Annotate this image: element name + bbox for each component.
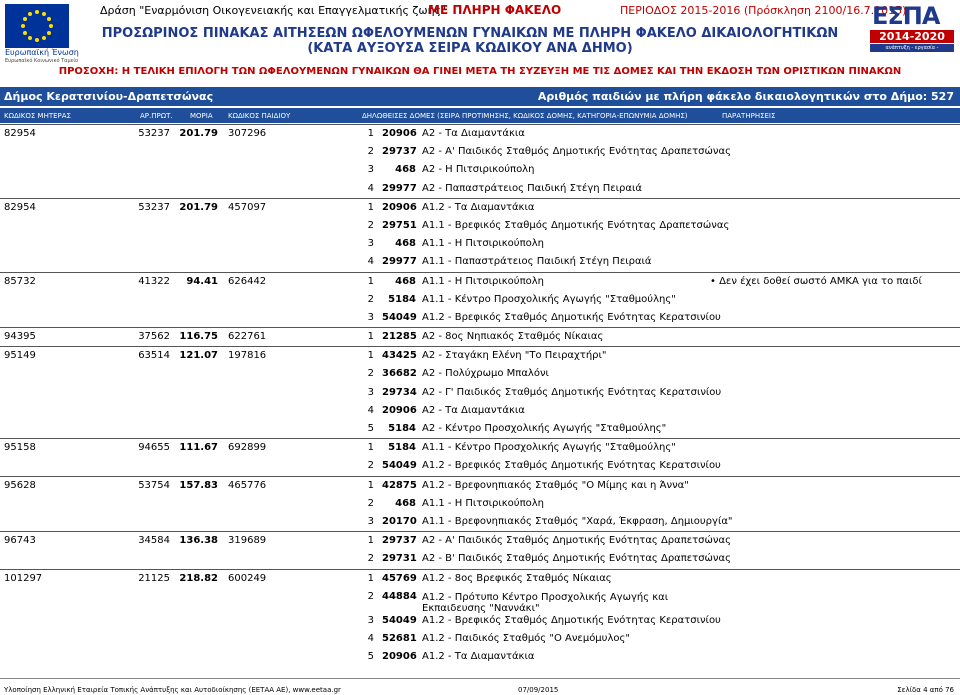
structure-code: 468	[395, 275, 416, 287]
table-row	[0, 476, 960, 532]
structure-name: Α1.1 - Κέντρο Προσχολικής Αγωγής "Σταθμούλης"	[422, 293, 676, 305]
preference-rank: 2	[367, 146, 374, 158]
preference-rank: 1	[367, 572, 374, 584]
structure-code: 36682	[382, 368, 417, 380]
points-cell: 121.07	[179, 350, 218, 362]
structure-code: 43425	[382, 350, 417, 362]
col-child-code: ΚΩΔΙΚΟΣ ΠΑΙΔΙΟΥ	[228, 112, 291, 120]
mother-code-cell: 101297	[4, 572, 43, 584]
child-code-cell: 307296	[228, 128, 267, 139]
col-protocol: ΑΡ.ΠΡΩΤ.	[140, 112, 173, 120]
preference-line	[0, 253, 960, 271]
action-label: Δράση "Εναρμόνιση Οικογενειακής και Επαγγελματικής ζωής"	[100, 4, 447, 17]
eu-star-icon	[23, 17, 27, 21]
structure-name: Α1.2 - Βρεφικός Σταθμός Δημοτικής Ενότητας Κερατσινίου	[422, 614, 721, 626]
structure-code: 29734	[382, 386, 417, 398]
structure-code: 21285	[382, 331, 417, 343]
preference-rank: 4	[367, 182, 374, 194]
structure-name: Α1.2 - Βρεφονηπιακός Σταθμός "Ο Μίμης και η Άννα"	[422, 479, 689, 491]
table-row	[0, 531, 960, 568]
structure-code: 29737	[382, 146, 417, 158]
structure-name: Α1.1 - Βρεφικός Σταθμός Δημοτικής Ενότητας Δραπετσώνας	[422, 219, 730, 231]
structure-name: Α1.1 - Η Πιτσιρικούπολη	[422, 497, 544, 509]
structure-name: Α1.2 - Βρεφικός Σταθμός Δημοτικής Ενότητας Κερατσινίου	[422, 460, 721, 472]
table-row	[0, 327, 960, 346]
structure-code: 5184	[388, 442, 416, 454]
protocol-cell: 94655	[138, 442, 170, 454]
preference-rank: 4	[367, 632, 374, 644]
structure-name: Α1.1 - Παπαστράτειος Παιδική Στέγη Πειραιά	[422, 256, 652, 268]
points-cell: 201.79	[179, 201, 218, 213]
preference-line	[0, 513, 960, 531]
preference-rank: 5	[367, 423, 374, 434]
preference-line	[0, 125, 960, 143]
structure-code: 5184	[388, 423, 416, 434]
preference-line	[0, 143, 960, 161]
structure-name: Α1.1 - Η Πιτσιρικούπολη	[422, 275, 544, 287]
structure-name: Α1.2 - 8ος Βρεφικός Σταθμός Νίκαιας	[422, 572, 612, 584]
structure-name: Α1.2 - Τα Διαμαντάκια	[422, 651, 535, 663]
child-code-cell: 457097	[228, 201, 267, 213]
preference-line	[0, 402, 960, 420]
preference-line	[0, 495, 960, 513]
preference-line	[0, 532, 960, 550]
children-count: Αριθμός παιδιών με πλήρη φάκελο δικαιολογητικών στο Δήμο: 527	[537, 90, 954, 103]
structure-code: 20170	[382, 515, 417, 527]
espa-logo-tagline: ανάπτυξη - εργασία - αλληλεγγύη	[870, 44, 954, 52]
preference-line	[0, 550, 960, 568]
eu-star-icon	[35, 10, 39, 14]
preference-line	[0, 570, 960, 588]
protocol-cell: 21125	[138, 572, 170, 584]
mother-code-cell: 85732	[4, 275, 36, 287]
mother-code-cell: 82954	[4, 201, 36, 213]
child-code-cell: 692899	[228, 442, 267, 454]
preference-line	[0, 420, 960, 438]
preference-line	[0, 199, 960, 217]
espa-logo	[868, 2, 956, 59]
municipality-bar	[0, 87, 960, 106]
structure-code: 54049	[382, 614, 417, 626]
structure-name: Α2 - Τα Διαμαντάκια	[422, 128, 525, 139]
structure-name: Α2 - Η Πιτσιρικούπολη	[422, 164, 535, 176]
structure-name: Α1.2 - Βρεφικός Σταθμός Δημοτικής Ενότητας Κερατσινίου	[422, 311, 721, 323]
structure-name: Α2 - Πολύχρωμο Μπαλόνι	[422, 368, 549, 380]
preference-rank: 3	[367, 311, 374, 323]
structure-code: 54049	[382, 311, 417, 323]
structure-code: 29737	[382, 535, 417, 547]
structure-code: 20906	[382, 404, 417, 416]
preference-line	[0, 291, 960, 309]
mother-code-cell: 94395	[4, 331, 36, 343]
table-row	[0, 124, 960, 198]
child-code-cell: 622761	[228, 331, 267, 343]
preference-line	[0, 347, 960, 365]
preference-rank: 1	[367, 331, 374, 343]
structure-code: 29731	[382, 553, 417, 565]
eu-sub-label: Ευρωπαϊκό Κοινωνικό Ταμείο	[5, 58, 79, 64]
mother-code-cell: 95149	[4, 350, 36, 362]
structure-code: 468	[395, 238, 416, 250]
protocol-cell: 53237	[138, 128, 170, 139]
points-cell: 116.75	[179, 331, 218, 343]
mother-code-cell: 95628	[4, 479, 36, 491]
structure-code: 468	[395, 164, 416, 176]
structure-code: 20906	[382, 651, 417, 663]
structure-name: Α2 - Κέντρο Προσχολικής Αγωγής "Σταθμούλης"	[422, 423, 667, 434]
footer-date: 07/09/2015	[518, 686, 559, 694]
structure-name: Α2 - Α' Παιδικός Σταθμός Δημοτικής Ενότητας Δραπετσώνας	[422, 146, 731, 158]
structure-code: 20906	[382, 201, 417, 213]
structure-name: Α2 - Τα Διαμαντάκια	[422, 404, 525, 416]
col-points: ΜΟΡΙΑ	[190, 112, 213, 120]
structure-code: 45769	[382, 572, 417, 584]
mother-code-cell: 82954	[4, 128, 36, 139]
municipality-name: Δήμος Κερατσινίου-Δραπετσώνας	[4, 90, 214, 103]
preference-rank: 2	[367, 497, 374, 509]
preference-line	[0, 309, 960, 327]
footer-implementer: Υλοποίηση Ελληνική Εταιρεία Τοπικής Ανάπτυξης και Αυτοδιοίκησης (ΕΕΤΑΑ ΑΕ), www.eetaa.gr	[4, 686, 341, 694]
preference-rank: 1	[367, 275, 374, 287]
protocol-cell: 53237	[138, 201, 170, 213]
preference-rank: 3	[367, 164, 374, 176]
protocol-cell: 63514	[138, 350, 170, 362]
preference-rank: 2	[367, 460, 374, 472]
page-header	[0, 0, 960, 86]
col-mother-code: ΚΩΔΙΚΟΣ ΜΗΤΕΡΑΣ	[4, 112, 71, 120]
protocol-cell: 41322	[138, 275, 170, 287]
page-footer	[0, 678, 960, 695]
structure-code: 44884	[382, 590, 417, 602]
structure-name: Α1.1 - Η Πιτσιρικούπολη	[422, 238, 544, 250]
structure-name: Α1.2 - Τα Διαμαντάκια	[422, 201, 535, 213]
table-row	[0, 346, 960, 438]
protocol-cell: 34584	[138, 535, 170, 547]
table-row	[0, 438, 960, 475]
structure-name: Α2 - Α' Παιδικός Σταθμός Δημοτικής Ενότητας Δραπετσώνας	[422, 535, 731, 547]
mother-code-cell: 96743	[4, 535, 36, 547]
preference-rank: 1	[367, 535, 374, 547]
espa-logo-word: ΕΣΠΑ	[872, 2, 940, 30]
preference-rank: 2	[367, 219, 374, 231]
preference-rank: 3	[367, 386, 374, 398]
structure-name: Α1.2 - Πρότυπο Κέντρο Προσχολικής Αγωγής και Εκπαιδευσης "Ναννάκι"	[422, 591, 669, 614]
preference-line	[0, 328, 960, 346]
preference-line	[0, 588, 960, 612]
warning-notice: ΠΡΟΣΟΧΗ: Η ΤΕΛΙΚΗ ΕΠΙΛΟΓΗ ΤΩΝ ΩΦΕΛΟΥΜΕΝΩΝ ΓΥΝΑΙΚΩΝ ΘΑ ΓΙΝΕΙ ΜΕΤΑ ΤΗ ΣΥΖΕΥΞΗ ΜΕ ΤΙΣ ΔΟΜΕΣ ΚΑΙ ΤΗΝ ΕΚΔΟΣΗ ΤΩΝ ΟΡΙΣΤΙΚΩΝ ΠΙΝΑΚΩΝ	[58, 66, 902, 77]
eu-star-icon	[47, 17, 51, 21]
applications-table	[0, 124, 960, 666]
preference-line	[0, 273, 960, 291]
structure-name: Α2 - Β' Παιδικός Σταθμός Δημοτικής Ενότητας Δραπετσώνας	[422, 553, 731, 565]
structure-name: Α2 - 8ος Νηπιακός Σταθμός Νίκαιας	[422, 331, 604, 343]
preference-line	[0, 180, 960, 198]
structure-name: Α2 - Γ' Παιδικός Σταθμός Δημοτικής Ενότητας Κερατσινίου	[422, 386, 722, 398]
preference-rank: 1	[367, 350, 374, 362]
page-title: ΠΡΟΣΩΡΙΝΟΣ ΠΙΝΑΚΑΣ ΑΙΤΗΣΕΩΝ ΩΦΕΛΟΥΜΕΝΩΝ ΓΥΝΑΙΚΩΝ ΜΕ ΠΛΗΡΗ ΦΑΚΕΛΟ ΔΙΚΑΙΟΛΟΓΗΤΙΚΩΝ	[101, 26, 839, 41]
preference-rank: 4	[367, 256, 374, 268]
structure-code: 29751	[382, 219, 417, 231]
preference-rank: 3	[367, 238, 374, 250]
preference-line	[0, 217, 960, 235]
preference-rank: 2	[367, 368, 374, 380]
column-header-row	[0, 108, 960, 123]
structure-name: Α1.2 - Παιδικός Σταθμός "Ο Ανεμόμυλος"	[422, 632, 630, 644]
preference-line	[0, 235, 960, 253]
preference-rank: 3	[367, 614, 374, 626]
eu-label: Ευρωπαϊκή Ένωση	[5, 48, 79, 57]
protocol-cell: 53754	[138, 479, 170, 491]
preference-line	[0, 477, 960, 495]
table-row	[0, 272, 960, 328]
child-code-cell: 197816	[228, 350, 267, 362]
preference-rank: 4	[367, 404, 374, 416]
preference-line	[0, 612, 960, 630]
points-cell: 218.82	[179, 572, 218, 584]
preference-rank: 1	[367, 201, 374, 213]
structure-code: 52681	[382, 632, 417, 644]
page-number: Σελίδα 4 από 76	[897, 686, 954, 694]
note-cell: • Δεν έχει δοθεί σωστό ΑΜΚΑ για το παιδί	[710, 275, 922, 287]
preference-rank: 1	[367, 128, 374, 139]
preference-line	[0, 365, 960, 383]
preference-line	[0, 161, 960, 179]
full-file-label: ΜΕ ΠΛΗΡΗ ΦΑΚΕΛΟ	[428, 3, 562, 17]
preference-rank: 2	[367, 590, 374, 602]
preference-rank: 3	[367, 515, 374, 527]
preference-line	[0, 630, 960, 648]
col-notes: ΠΑΡΑΤΗΡΗΣΕΙΣ	[722, 112, 776, 120]
points-cell: 201.79	[179, 128, 218, 139]
preference-line	[0, 457, 960, 475]
preference-rank: 2	[367, 293, 374, 305]
child-code-cell: 465776	[228, 479, 267, 491]
structure-code: 29977	[382, 256, 417, 268]
structure-code: 29977	[382, 182, 417, 194]
points-cell: 157.83	[179, 479, 218, 491]
eu-star-icon	[28, 12, 32, 16]
structure-name: Α2 - Παπαστράτειος Παιδική Στέγη Πειραιά	[422, 182, 642, 194]
table-row	[0, 569, 960, 667]
child-code-cell: 319689	[228, 535, 267, 547]
structure-code: 42875	[382, 479, 417, 491]
structure-code: 20906	[382, 128, 417, 139]
preference-line	[0, 648, 960, 666]
child-code-cell: 600249	[228, 572, 267, 584]
preference-rank: 2	[367, 553, 374, 565]
eu-star-icon	[42, 12, 46, 16]
structure-code: 54049	[382, 460, 417, 472]
page-subtitle: (ΚΑΤΑ ΑΥΞΟΥΣΑ ΣΕΙΡΑ ΚΩΔΙΚΟΥ ΑΝΑ ΔΗΜΟ)	[307, 41, 633, 56]
table-row	[0, 198, 960, 272]
points-cell: 111.67	[179, 442, 218, 454]
preference-rank: 1	[367, 442, 374, 454]
preference-rank: 1	[367, 479, 374, 491]
structure-name: Α1.1 - Βρεφονηπιακός Σταθμός "Χαρά, Έκφραση, Δημιουργία"	[422, 515, 733, 527]
col-structures: ΔΗΛΩΘΕΙΣΕΣ ΔΟΜΕΣ (ΣΕΙΡΑ ΠΡΟΤΙΜΗΣΗΣ, ΚΩΔΙΚΟΣ ΔΟΜΗΣ, ΚΑΤΗΓΟΡΙΑ-ΕΠΩΝΥΜΙΑ ΔΟΜΗΣ)	[362, 112, 688, 120]
points-cell: 136.38	[179, 535, 218, 547]
period-label: ΠΕΡΙΟΔΟΣ 2015-2016 (Πρόσκληση 2100/16.7.2015)	[620, 4, 907, 17]
mother-code-cell: 95158	[4, 442, 36, 454]
preference-line	[0, 384, 960, 402]
preference-line	[0, 439, 960, 457]
points-cell: 94.41	[186, 275, 218, 287]
structure-name: Α2 - Σταγάκη Ελένη "Το Πειραχτήρι"	[422, 350, 607, 362]
structure-code: 5184	[388, 293, 416, 305]
structure-code: 468	[395, 497, 416, 509]
structure-name: Α1.1 - Κέντρο Προσχολικής Αγωγής "Σταθμούλης"	[422, 442, 676, 454]
protocol-cell: 37562	[138, 331, 170, 343]
espa-logo-years: 2014-2020	[870, 30, 954, 43]
child-code-cell: 626442	[228, 275, 267, 287]
preference-rank: 5	[367, 651, 374, 663]
